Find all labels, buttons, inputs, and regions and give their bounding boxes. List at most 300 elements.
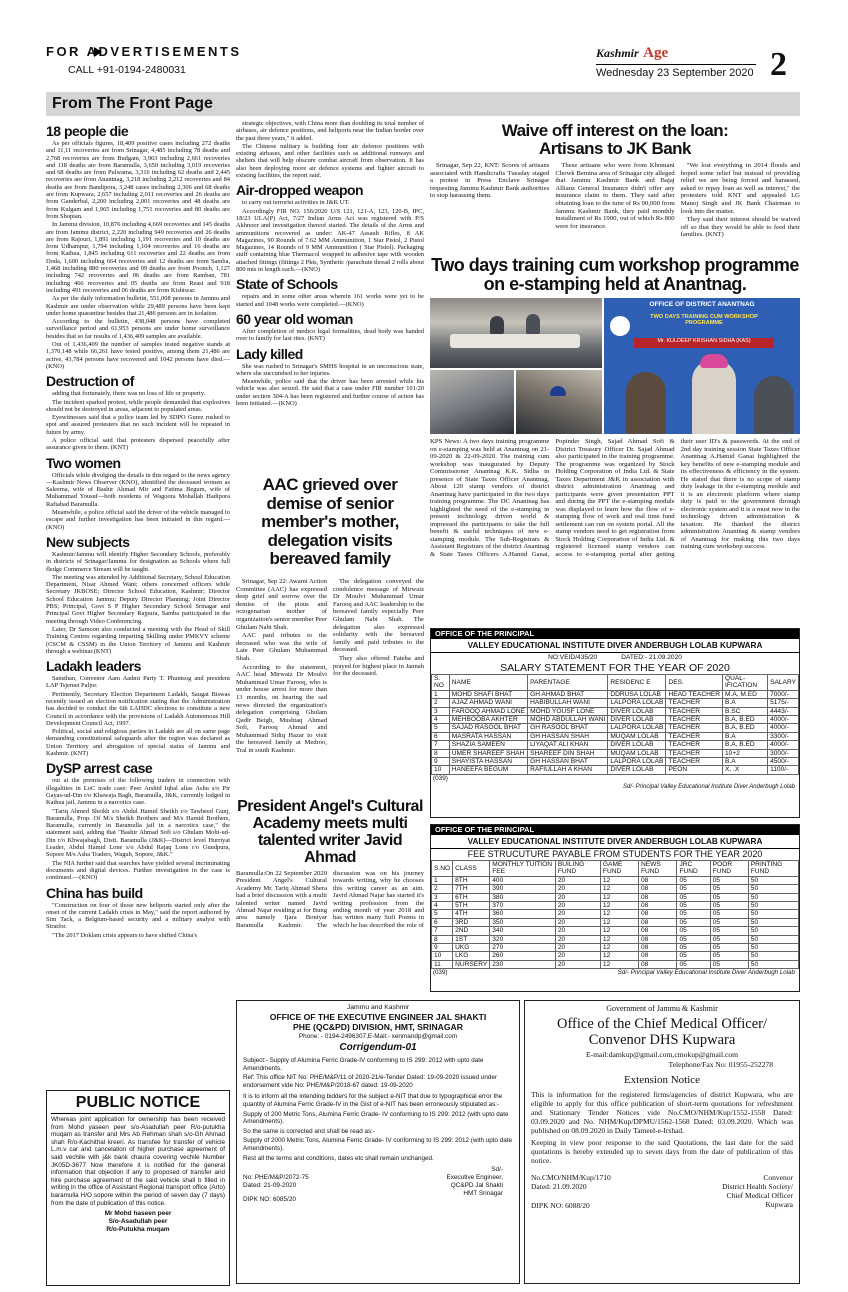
cmo-no: No.CMO/NHM/Kup/1710 — [531, 1173, 611, 1182]
table-row — [432, 927, 799, 935]
cmo-sign — [722, 1173, 793, 1210]
aac-headline: AAC grieved over demise of senior member's mother, delegation visits bereaved family — [261, 476, 399, 568]
headline-new-subjects: New subjects — [46, 533, 130, 550]
table-cell: 05 — [710, 876, 748, 884]
fee-footer — [431, 969, 799, 977]
table-cell: 20 — [555, 910, 600, 918]
table-row — [432, 944, 799, 952]
sig-line: R/o-Putukha muqam — [106, 1226, 170, 1234]
table-cell: 05 — [677, 885, 710, 893]
fee-table — [431, 860, 799, 969]
arrow-icon — [94, 47, 102, 57]
table-cell: DIVER LOLAB — [608, 707, 666, 715]
pa-body: Baramulla:On 22 September 2020 President Angel's Cultural Academy Mr. Tariq Ahmad Shera had a brief discussion with a multi talented writer named Javid Ahmad Najar residing at for Bung area namely Ijara Boniyar Baramulla Kashmir. The discussion was on his journey towards writing, why he chooses this writing career as an aim. Javid Ahmad Najar has started it's writing profession from the ending month of year 2018 and has written many Sufi Poems in which he has described the role of — [236, 870, 424, 929]
para: "Tariq Ahmed Sheikh s/o Abdul Hamid Sheikh r/o Tawheed Gunj, Baramulla, Prop. Of M/s Sheikh Brothers and M/s Hamid Brothers, Baramulla, currently in Baramulla jail in a narcotics case," the statement said, adding that "Bashir Ahmad Sofi s/o Ghulam Mohi-ud-Din r/o Khwajabagh, Distt. Baramulla (J&K)—District level Hurriyat Leader, Abdul Hamid Lone s/o Abdul Rajaq Lone r/o Gundpura, Sopore M/s Asha Traders, Wagub, Sopore, J&K." — [46, 807, 230, 859]
table-cell: 05 — [677, 902, 710, 910]
cmo-dated: Dated: 21.09.2020 — [531, 1182, 587, 1191]
table-cell: 380 — [490, 893, 556, 901]
para: Srinagar, Sep 22: Awami Action Committee (AAC) has expressed deep grief and sorrow over the demise of the pious and octogenarian mother of organization's senior member Peer Ghulam Nabi Shah. — [236, 578, 327, 631]
para: "The 2017 Doklam crisis appears to have shifted China's — [52, 931, 198, 939]
table-cell: 20 — [555, 960, 600, 968]
table-cell: 05 — [710, 918, 748, 926]
headline-china-has-build: China has build — [46, 884, 143, 901]
table-cell: 4TH — [453, 910, 490, 918]
table-cell: DIVER LOLAB — [608, 716, 666, 724]
table-cell: 20 — [555, 876, 600, 884]
table-cell: 3RD — [453, 918, 490, 926]
table-cell: 12 — [600, 952, 638, 960]
table-cell: 05 — [677, 960, 710, 968]
salary-no: NO:VEID/435/20 — [548, 654, 598, 661]
table-cell: 20 — [555, 902, 600, 910]
para: to carry out terrorist activities in J&K UT. — [242, 199, 350, 207]
salary-signature: Sd/- Principal Valley Educational Institute Diver Anderbugh Lolab — [623, 783, 795, 790]
salary-table — [431, 674, 799, 775]
js-subject: Subject:- Supply of Alumina Ferric Grade-IV conforming to IS 299: 2012 with upto date Amendments. — [243, 1057, 484, 1072]
js-ref: Ref: This office NIT No: PHE/M&P/11 of 2020-21/e-Tender Dated: 19-09-2020 issued under endorsement vide No: PHE/M&P/2018-67 dated: 19-09-2020 — [243, 1074, 497, 1089]
fee-title: FEE STRUCUTURE PAYABLE FROM STUDENTS FOR THE YEAR 2020 — [467, 849, 763, 859]
salary-institute: VALLEY EDUCATIONAL INSTITUTE DIVER ANDERBUGH LOLAB KUPWARA — [431, 639, 799, 653]
table-cell: 08 — [639, 918, 677, 926]
table-cell: RAFIULLAH A KHAN — [528, 766, 608, 774]
table-cell: MOHD ABDULLAH WANI — [528, 716, 608, 724]
para: Kashmir/Jammu will identify Higher Secondary Schools, preferably in districts of Srinagar/Jammu for designation as Schools where full fledge Commerce Stream will be taught. — [46, 550, 230, 573]
table-cell: 8 — [432, 749, 450, 757]
table-cell: 50 — [748, 935, 798, 943]
para: out at the premises of the following traders in connection with illegalities in LoC trade case: Peer Arshid Iqbal alias Ashu s/o Pir Gayas-ud-Din r/o Khawaja Bagh, Baramulla, J&K, currently lodged in Kathua jail, Jammu in a narcotics case. — [46, 777, 230, 807]
table-cell: MOHD YOUSF LONE — [528, 707, 608, 715]
table-cell: 08 — [639, 960, 677, 968]
salary-table-body — [432, 690, 799, 774]
table-cell: AJAZ AHMAD WANI — [449, 699, 527, 707]
table-cell: 9 — [432, 758, 450, 766]
table-cell: 12 — [600, 885, 638, 893]
para: She was rushed to Srinagar's SMHS hospital in an unconscious state, where she succumbed to her injuries. — [236, 362, 424, 377]
table-cell: 20 — [555, 944, 600, 952]
table-row — [432, 758, 799, 766]
fee-office: OFFICE OF THE PRINCIPAL — [431, 825, 799, 835]
table-cell: 5175/- — [768, 699, 799, 707]
waive-col-a — [430, 162, 549, 250]
table-cell: B.A, B.ED — [723, 724, 768, 732]
table-cell: 5TH — [453, 902, 490, 910]
table-cell: 50 — [748, 885, 798, 893]
fee-table-body — [432, 876, 799, 968]
para: Out of 1,436,409 the number of samples tested negative stands at 1,370,148 while 66,261 have tested positive, among them 21,486 are active, 43,784 persons have recovered and 1042 persons have died.—(KNO) — [46, 341, 230, 370]
js-dipk: DIPK NO: 6085/20 — [243, 1195, 296, 1203]
waive-col-c — [681, 162, 800, 250]
table-cell: GH RASOOL BHAT — [528, 724, 608, 732]
table-row — [432, 876, 799, 884]
table-cell: TEACHER — [666, 724, 723, 732]
sig-line: S/o-Asadullah peer — [108, 1218, 168, 1226]
waive-headline: Waive off interest on the loan: Artisans to JK Bank — [501, 122, 729, 158]
table-row — [432, 741, 799, 749]
para: The NIA further said that searches have yielded several incriminating documents and digital devices. Further investigation in the case is continued.—(KNO) — [46, 859, 230, 882]
photo-table — [450, 334, 580, 348]
table-cell: TEACHER — [666, 707, 723, 715]
table-cell: 5 — [432, 724, 450, 732]
table-cell: 50 — [748, 927, 798, 935]
js-sign — [447, 1166, 514, 1203]
table-cell: 12 — [600, 902, 638, 910]
para: Meanwhile, police said that the driver has been arrested while his vehicle was also seized. He said that a case under FIR number 101/20 under section 304-A has been registered and further course of action has been initiated.—(KNO) — [236, 378, 424, 408]
table-cell: 4 — [432, 902, 453, 910]
table-cell: 05 — [677, 944, 710, 952]
js-sd: Sd/- — [491, 1166, 503, 1174]
table-cell: 7TH — [453, 885, 490, 893]
para: After completion of medico legal formalities, dead body was handed over to family for last rites. (KNT) — [236, 327, 424, 343]
para: In Jammu division, 10,876 including 4,669 recoveries and 145 deaths are from Jammu district, 2,220 including 949 recoveries and 26 deaths are from Rajouri, 1,891 including 1,191 recoveries and 10 deaths are from Udhampur, 1,794 including 1,104 recoveries and 16 deaths are from Kathua, 1,845 including 611 recoveries and 22 deaths are from Doda, 1,600 including 664 recoveries and 12 deaths are from Samba, 1,468 including 880 recoveries and 09 deaths are from Poonch, 1,127 including 742 recoveries and 06 deaths are from Ramban, 781 including 466 recoveries and 05 deaths are from Reasi and 918 including 491 recoveries and 06 deaths are from Kishtwar. — [46, 221, 230, 294]
photo-person — [490, 316, 504, 334]
masthead — [0, 0, 848, 88]
table-cell: SHAREEF DIN SHAH — [528, 749, 608, 757]
table-cell: 4 — [432, 716, 450, 724]
table-cell: 12 — [600, 876, 638, 884]
table-cell: HEAD TEACHER — [666, 690, 723, 698]
table-cell: GH AHMAD BHAT — [528, 690, 608, 698]
issue-date: Wednesday 23 September 2020 — [596, 67, 754, 79]
table-cell: 50 — [748, 952, 798, 960]
table-row — [432, 885, 799, 893]
table-cell: B.SC — [723, 707, 768, 715]
salary-date: DATED:- 21.09.2020 — [621, 654, 682, 661]
table-cell: 12 — [600, 935, 638, 943]
table-cell: 1 — [432, 876, 453, 884]
banner-logo — [610, 316, 630, 336]
public-notice-signature — [51, 1210, 225, 1234]
masthead-rule — [596, 64, 756, 65]
para: Political, social and religious parties in Ladakh are all on same page demanding constitutional safeguards after the region was declared as Union Territory and abrogation of special status of Jammu and Kashmir. (KNT) — [46, 728, 230, 758]
workshop-story — [430, 256, 800, 622]
table-cell: GH HASSAN SHAH — [528, 732, 608, 740]
para: As per the daily information bulletin, 551,008 persons in Jammu and Kashmir are under observation while 29,489 persons have been kept under home quarantine besides that 21,486 persons are in isolation. — [46, 295, 230, 317]
table-cell: TEACHER — [666, 749, 723, 757]
para: Srinagar, Sep 22, KNT: Scores of artisans associated with Handicrafts Tuesday staged a protest in Press Enclave Srinagar requesting Jammu Kashmir Bank authorities to stop harassing them. — [430, 162, 550, 200]
table-cell: 2ND — [453, 927, 490, 935]
workshop-body: KPS News: A two days training programme on e-stamping was held at Anantnag on 21-09-2020 & 22-09-2020. The training cum workshop was inaugurated by Deputy Commissioner Anantnag K.K. Sidha in presence of State Taxes Officer Anantnag. About 120 stamp vendors of district Anantnag have participated in the two days training programme. The DC Anantnag has highlighted the need of the e-stamping in present technology driven world & impressed the participants to take the full benefit & useful techniques of new e-stamping module. The Sub-Registrars & Assistant Registrars of the district Anantnag & State Taxes Officers A.Hamid Ganai, Popinder Singh, Sajad Ahmad Sofi & District Treasury Officer Dr. Sajad Ahmad also participated in the training programme. The programme was organized by Stock Holding Corporation of India Ltd. & State Taxes Department J&K in association with district administration Anantnag and participants were given presentation PPT and during the PPT the e-stamping module was displayed to learn how the flow of e-stamping flow of work and real time fund settlement can run on system portal. All the stamp vendors need to get registration from Stock Holding Corporation of India Ltd. & registered licensed stamp vendors can access to e-stamping portal after getting their user ID's & passwords. At the end of 2nd day training session State Taxes Officer Anantnag A.Hamid Ganai highlighted the key benefits of new e-stamping module and its effectiveness & efficiency in the system. He stated that there is no scope of stamp duty leakage in the e-stamping module and it is an electronic platform where stamp duty is paid to the government through electronic system and it is a must now in the technology driven administration & taxation. He thanked the district administration Anantnag & stamp vendors of Anantnag for making this two days training cum workshop success. — [430, 438, 800, 558]
table-cell: FAROOQ AHMAD LONE — [449, 707, 527, 715]
table-cell: 260 — [490, 952, 556, 960]
table-cell: TEACHER — [666, 699, 723, 707]
table-cell: 7 — [432, 741, 450, 749]
waive-col-b — [555, 162, 674, 250]
para: Later, Dr Samoon also conducted a meeting with the Head of Skill Training Centres regarding imparting Skilling under PMKVY scheme (CSCM & CSSM) in the Union Territory of Jammu and Kashmir through a webinar.(KNT) — [46, 625, 230, 655]
table-cell: 05 — [710, 885, 748, 893]
table-cell: 50 — [748, 876, 798, 884]
headline-ladakh-leaders: Ladakh leaders — [46, 658, 141, 675]
table-cell: 12 — [600, 918, 638, 926]
workshop-banner-photo — [604, 298, 800, 434]
para: AAC paid tributes to the deceased who was the wife of Late Peer Ghulam Muhammad Shah. — [236, 632, 327, 662]
para: The meeting was attended by Additional Secretary, School Education Department, Nisar Ahmed Wani; others concerned officers while Secretary JKBOSE; Director School Education, Kashmir; Director School Education Jammu; Deputy Director Planning; Joint Director PBS; Principal, Govt S P Higher Secondary School Srinagar and Principal Govt Higher Secondary Rajpura, Samba participated in the meeting through Video Conferencing. — [46, 573, 230, 625]
table-cell: 12 — [600, 927, 638, 935]
headline-two-women: Two women — [46, 454, 121, 471]
aac-story — [236, 476, 424, 796]
for-ads-line — [46, 44, 346, 60]
para: The incident sparked protest, while people demanded that explosives should not be destroyed in areas, adjacent to populated areas. — [46, 398, 230, 413]
public-notice-body: Whereas joint application for ownership has been received from Mohd yaseen peer s/o-Asadullah peer R/o-putukha muqam as transfer and Mrs Ab Rehman shah s/o-Gh Ahmad shah R/o-Kachithal kreeri. As transfee for transfer of vehicle L.m.v car and cancelation of higher purchase agreement of said vechile with j&k bank chaura covering vechile Number JK05D-3677 Now therefore it is notified for the general information that objection if any to proposed of transfer and hire purchase agreement of the said vehicle shall b filled in writing in the office of Assistant Regional transport office (Arto) baramulla H/O sopore within the period of seven day (7 days) from the date of publication of this notice. — [51, 1116, 225, 1207]
table-cell: 05 — [710, 960, 748, 968]
column-header: PRINTING FUND — [748, 861, 798, 877]
banner-person-left — [626, 372, 666, 434]
sig-line: Mr Mohd haseen peer — [104, 1210, 172, 1218]
pa-headline: President Angel's Cultural Academy meets multi talented writer Javid Ahmad — [237, 798, 423, 866]
para: "We lost everything in 2014 floods and hoped some relief but instead of providing relief we are being forced and harassed, asked to repay loan as well as interest," the protesters told KNT and appealed LG Manoj Singh and JK Bank Chairman to look into the matter. — [680, 162, 800, 215]
table-row — [432, 952, 799, 960]
table-cell: 10 — [432, 766, 450, 774]
table-cell: 20 — [555, 952, 600, 960]
table-cell: 6 — [432, 918, 453, 926]
logo-kashmir: Kashmir — [596, 46, 639, 60]
table-cell: 50 — [748, 902, 798, 910]
cmo-sig: Kupwara — [765, 1200, 793, 1209]
column-header: CLASS — [453, 861, 490, 877]
table-cell: 1 — [432, 690, 450, 698]
column-header: S. NO — [432, 675, 450, 691]
headline-60-year-old-woman: 60 year old woman — [236, 310, 353, 327]
table-row — [432, 766, 799, 774]
cmo-sig: Convenor — [763, 1173, 793, 1182]
column-header: MONTHLY TUITION FEE — [490, 861, 556, 877]
table-cell: 400 — [490, 876, 556, 884]
table-cell: 08 — [639, 910, 677, 918]
table-cell: 05 — [677, 918, 710, 926]
table-cell: 05 — [710, 952, 748, 960]
js-corrigendum: Corrigendum-01 — [339, 1042, 417, 1053]
table-cell: PEON — [666, 766, 723, 774]
table-cell: 4000/- — [768, 724, 799, 732]
table-cell: HANEEFA BEGUM — [449, 766, 527, 774]
page-number: 2 — [770, 46, 787, 83]
js-title1: OFFICE OF THE EXECUTIVE ENGINEER JAL SHAKTI — [269, 1012, 487, 1022]
table-cell: 270 — [490, 944, 556, 952]
ads-block — [46, 44, 346, 82]
jal-shakti-corrigendum-ad — [236, 1000, 520, 1284]
js-no: No: PHE/M&P/2072-75 — [243, 1174, 309, 1182]
table-cell: TEACHER — [666, 732, 723, 740]
table-cell: 05 — [677, 910, 710, 918]
cmo-extension-notice-ad — [524, 1000, 800, 1284]
table-cell: 20 — [555, 918, 600, 926]
table-cell: GH HASSAN BHAT — [528, 758, 608, 766]
banner-office: OFFICE OF DISTRICT ANANTNAG — [649, 301, 755, 308]
para: The Chinese military is building four air defence positions with existing airbases, and other facilities such as additional runways and shelters that will help obscure combat aircraft from observation. It has also been deploying more air defence systems and fighter aircraft to existing facilities, the report said. — [236, 142, 424, 180]
table-cell: LIYAQAT ALI KHAN — [528, 741, 608, 749]
table-cell: 05 — [710, 893, 748, 901]
table-cell: 20 — [555, 885, 600, 893]
table-cell: 4000/- — [768, 741, 799, 749]
table-cell: 05 — [710, 927, 748, 935]
table-cell: 8TH — [453, 876, 490, 884]
table-cell: NURSERY — [453, 960, 490, 968]
js-sig: HMT Srinagar — [463, 1189, 503, 1197]
table-cell: 05 — [710, 902, 748, 910]
cmo-footer — [531, 1173, 793, 1210]
para: They also offered Fateha and prayed for highest place in Jannah for the deceased. — [333, 654, 424, 678]
para: Sansthan, Convenor Aam Aadmi Party T. Phuntsog and president LAP Tsjemet Paljor. — [46, 675, 230, 690]
table-cell: LALPORA LOLAB — [608, 724, 666, 732]
table-cell: 360 — [490, 910, 556, 918]
section-banner: From The Front Page — [46, 92, 800, 116]
table-cell: 05 — [677, 876, 710, 884]
table-cell: X, .X — [723, 766, 768, 774]
table-cell: UMER SHAREEF SHAH — [449, 749, 527, 757]
table-row — [432, 935, 799, 943]
table-row — [432, 918, 799, 926]
cmo-para: This is information for the registered firms/agencies of district Kupwara, who are eligible to apply for this office publication of short-term quotations for refreshment and Stationary Tender Notices vide No.CMO/NHM/Kup/1552-1558 Dated: 03.09.2020 and No. NHM/Kup/DPMU/1562-1568 Dated: 03.09.2020. Which was published on 08.09.2020 in Daily Tameel-e-Irshad. — [531, 1090, 793, 1135]
table-cell: 3 — [432, 893, 453, 901]
table-cell: 08 — [639, 944, 677, 952]
column-header: POOR FUND — [710, 861, 748, 877]
banner-person-right — [754, 376, 794, 434]
table-cell: LALPORA LOLAB — [608, 758, 666, 766]
table-cell: MOHD SHAFI BHAT — [449, 690, 527, 698]
table-cell: 05 — [677, 952, 710, 960]
cmo-title: Office of the Chief Medical Officer/ Convenor DHS Kupwara — [556, 1016, 768, 1048]
column-header: DES. — [666, 675, 723, 691]
js-para: So the same is corrected and shall be read as:- — [243, 1127, 375, 1135]
salary-title: SALARY STATEMENT FOR THE YEAR OF 2020 — [500, 662, 730, 674]
js-top: Jammu and Kashmir — [346, 1004, 410, 1011]
table-cell: 05 — [710, 935, 748, 943]
table-cell: 7000/- — [768, 690, 799, 698]
salary-office: OFFICE OF THE PRINCIPAL — [431, 629, 799, 639]
para: strategic objectives, with China more than doubling its total number of airbases, air defence positions, and heliports near the Indian border over the past three years," it added. — [236, 120, 424, 142]
js-para: Supply of 2000 Metric Tons, Alumina Ferric Grade- IV conforming to IS 299: 2012 (with upto date Amendments). — [243, 1137, 513, 1152]
table-cell: 340 — [490, 927, 556, 935]
cmo-sig: District Health Society/ — [722, 1182, 793, 1191]
table-row — [432, 724, 799, 732]
table-cell: MUQAM LOLAB — [608, 749, 666, 757]
table-cell: 2 — [432, 885, 453, 893]
js-sig: QC&PD Jal Shakti — [450, 1181, 503, 1189]
table-cell: B.A — [723, 732, 768, 740]
photo-person — [526, 314, 540, 334]
para: Officials while divulging the details in this regard to the news agency—Kashmir News Observer (KNO), identified the deceased women as Saleema, wife of Bashir Ahmad Mir and Fatima Begum, wife of Muhammad Yousuf—both residents of Wagoora Mohallah Hadipora Rafiabad Baramulla. — [46, 471, 230, 508]
para: Meanwhile, a police official said the driver of the vehicle managed to escape and further investigation has been initiated in this regard.—(KNO) — [46, 509, 230, 531]
for-ads-bold: FOR — [46, 44, 81, 59]
table-cell: 4000/- — [768, 716, 799, 724]
column-header: PARENTAGE — [528, 675, 608, 691]
table-cell: 50 — [748, 918, 798, 926]
table-row — [432, 707, 799, 715]
table-cell: 1100/- — [768, 766, 799, 774]
table-cell: 08 — [639, 927, 677, 935]
table-cell: MASRATA HASSAN — [449, 732, 527, 740]
para: adding that fortunately, there was no loss of life or property. — [52, 390, 206, 398]
table-cell: B.A, B.ED — [723, 716, 768, 724]
table-cell: 05 — [677, 927, 710, 935]
cmo-tel: Telephone/Fax No: 01955-252278 — [668, 1060, 773, 1069]
table-cell: MUQAM LOLAB — [608, 732, 666, 740]
cmo-para: Keeping in view poor response to the said Quotations, the last date for the said quotations is hereby extended up to seven days from the date of publication of this notice. — [531, 1138, 793, 1165]
table-cell: 6 — [432, 732, 450, 740]
column-header: QUAL- IFICATION — [723, 675, 768, 691]
table-cell: 05 — [710, 944, 748, 952]
headline-dysp-arrest: DySP arrest case — [46, 760, 153, 777]
para: They said their interest should be waived off so that they would be able to feed their families. (KNT) — [680, 216, 800, 239]
cmo-notice-title: Extension Notice — [623, 1074, 701, 1086]
workshop-headline: Two days training cum workshop programme on e-stamping held at Anantnag. — [431, 256, 799, 294]
table-cell: B.A — [723, 758, 768, 766]
table-cell: TEACHER — [666, 758, 723, 766]
table-row — [432, 690, 799, 698]
table-row — [432, 910, 799, 918]
para: As per officials figures, 18,409 positive cases including 272 deaths and 11,11 recoveries are from Srinagar, 4,485 including 78 deaths and 2,768 recoveries are from Budgam, 3,963 including 2,661 recoveries and 118 deaths are from Baramulla, 3,650 including 3,019 recoveries and 68 deaths are from Pulwama, 3,316 including 62 deaths and 2,445 recoveries are from Anantnag, 3,218 including 2,212 recoveries and 84 deaths are from Bandipora, 3,248 cases including 2,306 and 68 deaths are from Kupwara, 2,657 including 2,011 recoveries and 26 deaths are from Ganderbal, 2,200 including 2,001 recoveries and 48 deaths are from Kulgam and 1,965 including 1,751 recoveries and 80 deaths are from Shopian. — [46, 140, 230, 220]
salary-header-row — [432, 675, 799, 691]
headline-18-people-die: 18 people die — [46, 123, 129, 139]
table-cell: 6TH — [453, 893, 490, 901]
js-para: Rest all the terms and conditions, dates etc shall remain unchanged. — [243, 1154, 434, 1162]
table-cell: 8 — [432, 935, 453, 943]
js-dated: Dated: 21-09-2020 — [243, 1181, 297, 1189]
table-cell: 20 — [555, 893, 600, 901]
photo-turban — [550, 386, 566, 396]
cmo-refno — [531, 1173, 611, 1210]
table-cell: 20 — [555, 927, 600, 935]
column-header: NEWS FUND — [639, 861, 677, 877]
headline-lady-killed: Lady killed — [236, 345, 303, 362]
table-cell: 05 — [710, 910, 748, 918]
js-para: Supply of 200 Metric Tons, Alumina Ferric Grade- IV conforming to IS 299: 2012 (with upto date Amendments). — [243, 1110, 509, 1126]
para: Pertinently, Secretary Election Department Ladakh, Saugat Biswas recently issued an election notification stating that the Administration has decided to conduct the 6th LAHDC elections to constitute a new Council in accordance with the provisions of Ladakh Autonomous Hill Development Council Act, 1997. — [46, 690, 230, 727]
para: These artisans who were from Khomani Chowk Bemina area of Srinagar city alleged that Jammu Kashmir Bank and Bajaj Allianz General Insurance didn't offer any insurance claim to them. They said after obtaining loan to the tune of Rs 90,000 from Jammu Kashmir Bank, they paid monthly installment of Rs 1900, out of which Rs 800 were for insurance. — [555, 162, 675, 230]
table-cell: 12 — [600, 893, 638, 901]
column-2-upper — [236, 120, 424, 472]
table-cell: 4443/- — [768, 707, 799, 715]
table-cell: LALPORA LOLAB — [608, 699, 666, 707]
column-1 — [46, 120, 230, 1090]
table-cell: 12 — [600, 944, 638, 952]
para: "Construction on four of those new heliports started only after the onset of the current Ladakh crisis in May," said the report authored by Sim Tack, a Belgium-based security and a military analyst with Stratfor. — [46, 901, 230, 931]
table-cell: 20 — [555, 935, 600, 943]
column-header: NAME — [449, 675, 527, 691]
table-cell: LKG — [453, 952, 490, 960]
table-cell: 05 — [677, 893, 710, 901]
banner-person-center — [692, 360, 736, 434]
waive-body — [430, 162, 800, 250]
table-cell: 50 — [748, 944, 798, 952]
table-row — [432, 732, 799, 740]
logo — [596, 44, 756, 64]
public-notice-title: PUBLIC NOTICE — [51, 1093, 225, 1114]
para: According to the statement, AAC head Mirwaiz Dr Moulvi Muhammad Umar Farooq, who is under house arrest for more than 13 months, on hearing the sad news directed the organization's delegation comprising Ghulam Qadir Beigh, Mushtaq Ahmad Sofi, Farooq Ahmad and Muhammad Sidiq Hazar to visit the bereaved family at Medroo, Tral in south Kashmir. — [236, 663, 327, 755]
table-cell: UKG — [453, 944, 490, 952]
table-cell: 10 — [432, 952, 453, 960]
table-cell: DIVER LOLAB — [608, 766, 666, 774]
headline-state-of-schools: State of Schools — [236, 276, 338, 293]
table-cell: 08 — [639, 876, 677, 884]
table-cell: 08 — [639, 935, 677, 943]
para: A police official said that protesters dispersed peacefully after assurance given to them. (KNT) — [46, 436, 230, 452]
table-row — [432, 893, 799, 901]
for-ads-rest: ADVERTISEMENTS — [80, 44, 242, 59]
column-header: RESIDENC E — [608, 675, 666, 691]
table-cell: 7 — [432, 927, 453, 935]
table-cell: 230 — [490, 960, 556, 968]
salary-statement-ad — [430, 628, 800, 818]
table-cell: 50 — [748, 893, 798, 901]
column-header: JRC FUND — [677, 861, 710, 877]
table-cell: 3 — [432, 707, 450, 715]
table-cell: TEACHER — [666, 741, 723, 749]
table-cell: 350 — [490, 918, 556, 926]
aac-col-b — [333, 578, 424, 788]
waive-off-story — [430, 122, 800, 252]
aac-body — [236, 578, 424, 788]
table-cell: 5 — [432, 910, 453, 918]
